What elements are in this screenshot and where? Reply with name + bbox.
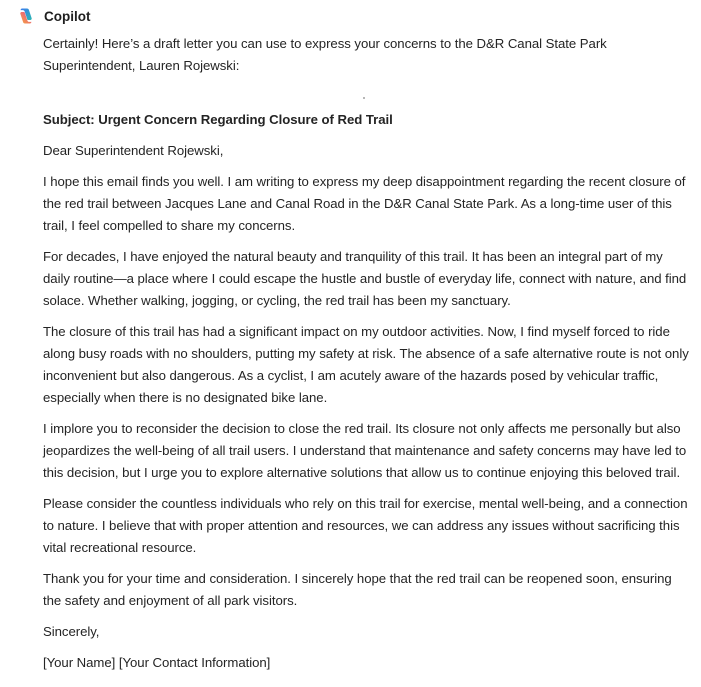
assistant-name: Copilot <box>44 8 91 24</box>
letter-paragraph: I hope this email finds you well. I am writing to express my deep disappointment regarding the recent closure of the red trail between Jacques Lane and Canal Road in the D&R Canal State Park. As a long-time user of this trail, I feel compelled to share my concerns. <box>43 174 686 233</box>
letter-greeting: Dear Superintendent Rojewski, <box>43 143 224 158</box>
letter-paragraph: The closure of this trail has had a significant impact on my outdoor activities. Now, I find myself forced to ride along busy roads with no shoulders, putting my safety at risk. The absence of a safe alternative route is not only inconvenient but also dangerous. As a cyclist, I am acutely aware of the hazards posed by vehicular traffic, especially when there is no designated bike lane. <box>43 324 689 405</box>
letter-paragraph: Please consider the countless individuals who rely on this trail for exercise, mental well-being, and a connection to nature. I believe that with proper attention and resources, we can address any issues without sacrificing this vital recreational resource. <box>43 496 688 555</box>
separator <box>43 89 693 109</box>
message-header <box>16 6 91 26</box>
copilot-logo-icon <box>16 6 36 26</box>
letter-closing: Sincerely, <box>43 624 100 639</box>
assistant-message <box>43 33 693 683</box>
letter-paragraph: Thank you for your time and consideration. I sincerely hope that the red trail can be reopened soon, ensuring the safety and enjoyment of all park visitors. <box>43 571 672 608</box>
letter-subject: Subject: Urgent Concern Regarding Closure of Red Trail <box>43 112 393 127</box>
separator-dot <box>363 97 365 99</box>
letter-signature: [Your Name] [Your Contact Information] <box>43 655 271 670</box>
letter-paragraph: I implore you to reconsider the decision to close the red trail. Its closure not only affects me personally but also jeopardizes the well-being of all trail users. I understand that maintenance and safety concerns may have led to this decision, but I urge you to explore alternative solutions that allow us to continue enjoying this beloved trail. <box>43 421 687 480</box>
letter-paragraph: For decades, I have enjoyed the natural beauty and tranquility of this trail. It has been an integral part of my daily routine—a place where I could escape the hustle and bustle of everyday life, connect with nature, and find solace. Whether walking, jogging, or cycling, the red trail has been my sanctuary. <box>43 249 687 308</box>
message-intro: Certainly! Here’s a draft letter you can use to express your concerns to the D&R Canal State Park Superintendent, Lauren Rojewski: <box>43 36 607 73</box>
